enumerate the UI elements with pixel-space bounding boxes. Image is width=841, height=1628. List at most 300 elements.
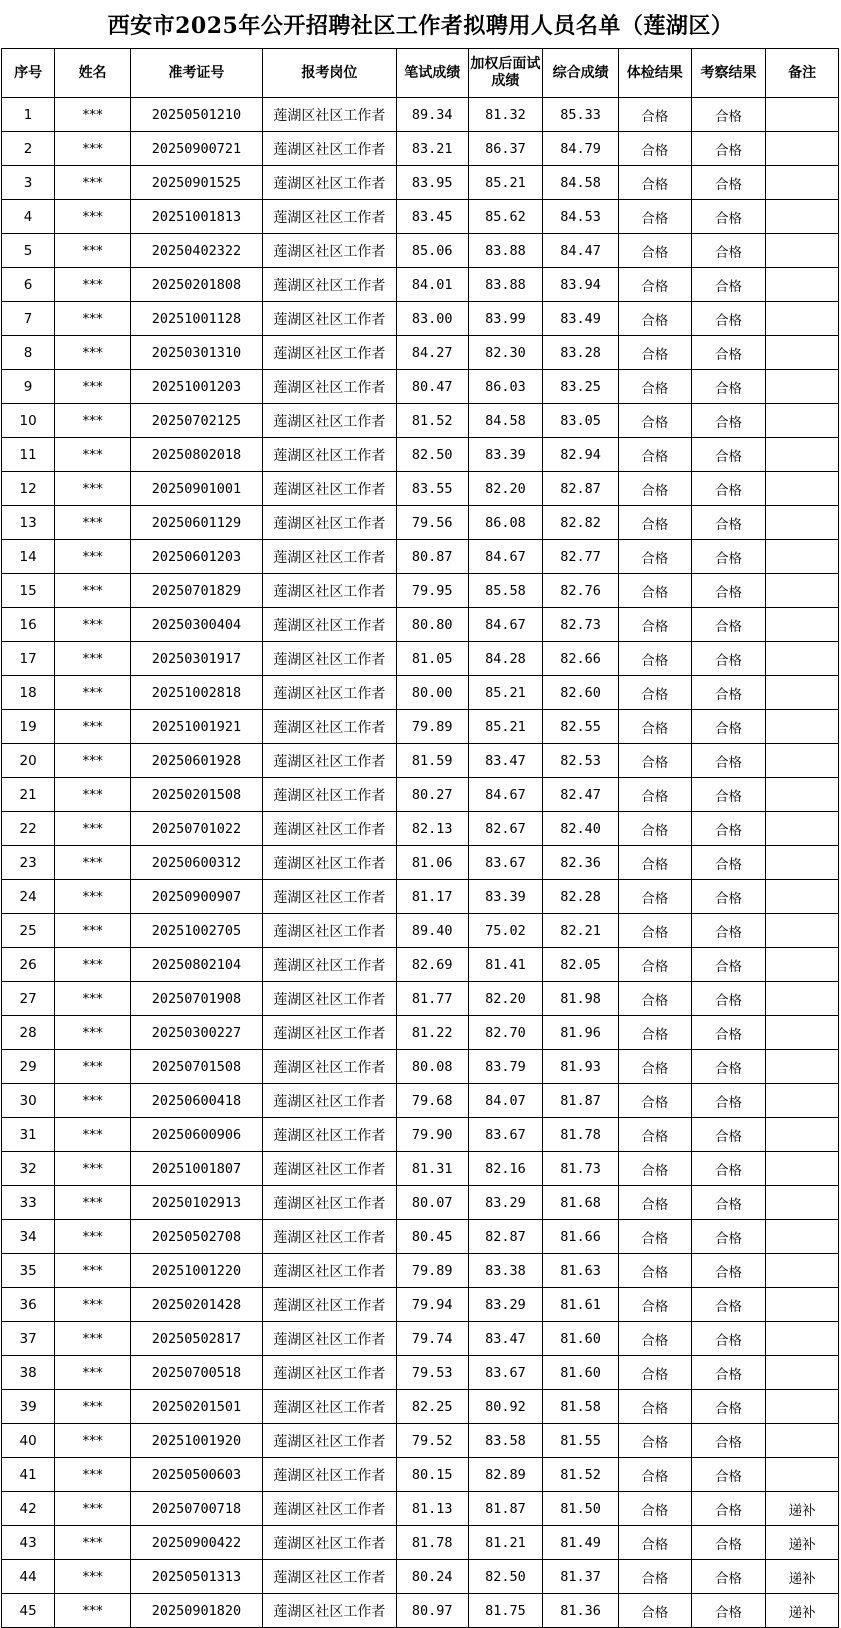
cell-position: 莲湖区社区工作者 <box>262 676 396 710</box>
cell-remarks <box>766 1050 839 1084</box>
cell-written-score: 79.89 <box>396 1254 468 1288</box>
table-row <box>2 1186 839 1220</box>
cell-physical-result: 合格 <box>618 1186 691 1220</box>
cell-inspection-result: 合格 <box>691 676 766 710</box>
cell-written-score: 84.27 <box>396 336 468 370</box>
cell-written-score: 81.77 <box>396 982 468 1016</box>
header-remarks: 备注 <box>766 49 839 98</box>
cell-name: *** <box>55 1254 131 1288</box>
cell-written-score: 80.80 <box>396 608 468 642</box>
cell-total-score: 82.82 <box>543 506 619 540</box>
cell-remarks <box>766 234 839 268</box>
cell-total-score: 81.63 <box>543 1254 619 1288</box>
cell-name: *** <box>55 1118 131 1152</box>
cell-total-score: 83.94 <box>543 268 619 302</box>
table-row <box>2 948 839 982</box>
cell-remarks <box>766 98 839 132</box>
cell-index: 21 <box>2 778 55 812</box>
cell-exam-id: 20250700718 <box>130 1492 262 1526</box>
cell-total-score: 81.50 <box>543 1492 619 1526</box>
cell-remarks <box>766 1118 839 1152</box>
cell-index: 25 <box>2 914 55 948</box>
cell-position: 莲湖区社区工作者 <box>262 1118 396 1152</box>
cell-name: *** <box>55 268 131 302</box>
cell-interview-score: 83.88 <box>468 234 543 268</box>
cell-exam-id: 20251001921 <box>130 710 262 744</box>
cell-position: 莲湖区社区工作者 <box>262 1390 396 1424</box>
cell-index: 33 <box>2 1186 55 1220</box>
cell-written-score: 81.05 <box>396 642 468 676</box>
table-row <box>2 336 839 370</box>
cell-position: 莲湖区社区工作者 <box>262 948 396 982</box>
cell-position: 莲湖区社区工作者 <box>262 1152 396 1186</box>
cell-exam-id: 20251001203 <box>130 370 262 404</box>
cell-total-score: 84.53 <box>543 200 619 234</box>
cell-remarks <box>766 1424 839 1458</box>
cell-inspection-result: 合格 <box>691 302 766 336</box>
cell-exam-id: 20251002705 <box>130 914 262 948</box>
cell-interview-score: 83.67 <box>468 1118 543 1152</box>
cell-index: 26 <box>2 948 55 982</box>
cell-physical-result: 合格 <box>618 540 691 574</box>
cell-name: *** <box>55 1492 131 1526</box>
table-row <box>2 1560 839 1594</box>
cell-remarks <box>766 1016 839 1050</box>
cell-remarks <box>766 1356 839 1390</box>
cell-inspection-result: 合格 <box>691 1322 766 1356</box>
cell-index: 32 <box>2 1152 55 1186</box>
cell-written-score: 79.90 <box>396 1118 468 1152</box>
cell-physical-result: 合格 <box>618 1288 691 1322</box>
cell-position: 莲湖区社区工作者 <box>262 982 396 1016</box>
cell-written-score: 79.52 <box>396 1424 468 1458</box>
cell-physical-result: 合格 <box>618 676 691 710</box>
cell-position: 莲湖区社区工作者 <box>262 166 396 200</box>
cell-name: *** <box>55 812 131 846</box>
cell-interview-score: 84.58 <box>468 404 543 438</box>
cell-index: 4 <box>2 200 55 234</box>
cell-physical-result: 合格 <box>618 982 691 1016</box>
cell-inspection-result: 合格 <box>691 1390 766 1424</box>
table-row <box>2 98 839 132</box>
cell-written-score: 79.53 <box>396 1356 468 1390</box>
cell-index: 13 <box>2 506 55 540</box>
cell-remarks <box>766 846 839 880</box>
cell-interview-score: 83.58 <box>468 1424 543 1458</box>
cell-interview-score: 83.39 <box>468 438 543 472</box>
cell-total-score: 81.58 <box>543 1390 619 1424</box>
cell-total-score: 82.55 <box>543 710 619 744</box>
cell-interview-score: 83.47 <box>468 1322 543 1356</box>
cell-position: 莲湖区社区工作者 <box>262 1016 396 1050</box>
cell-index: 1 <box>2 98 55 132</box>
cell-exam-id: 20250301310 <box>130 336 262 370</box>
cell-physical-result: 合格 <box>618 948 691 982</box>
cell-inspection-result: 合格 <box>691 1594 766 1628</box>
cell-exam-id: 20250201808 <box>130 268 262 302</box>
cell-interview-score: 82.70 <box>468 1016 543 1050</box>
cell-exam-id: 20250402322 <box>130 234 262 268</box>
cell-exam-id: 20250701908 <box>130 982 262 1016</box>
cell-written-score: 82.25 <box>396 1390 468 1424</box>
cell-interview-score: 85.21 <box>468 710 543 744</box>
cell-physical-result: 合格 <box>618 370 691 404</box>
table-row <box>2 132 839 166</box>
cell-interview-score: 84.07 <box>468 1084 543 1118</box>
cell-remarks <box>766 438 839 472</box>
cell-physical-result: 合格 <box>618 846 691 880</box>
table-row <box>2 676 839 710</box>
cell-inspection-result: 合格 <box>691 438 766 472</box>
cell-name: *** <box>55 302 131 336</box>
cell-inspection-result: 合格 <box>691 778 766 812</box>
cell-total-score: 82.60 <box>543 676 619 710</box>
cell-inspection-result: 合格 <box>691 1526 766 1560</box>
cell-written-score: 80.27 <box>396 778 468 812</box>
table-row <box>2 1526 839 1560</box>
cell-index: 19 <box>2 710 55 744</box>
cell-name: *** <box>55 982 131 1016</box>
table-row <box>2 302 839 336</box>
cell-position: 莲湖区社区工作者 <box>262 132 396 166</box>
table-row <box>2 846 839 880</box>
cell-index: 36 <box>2 1288 55 1322</box>
cell-inspection-result: 合格 <box>691 744 766 778</box>
cell-inspection-result: 合格 <box>691 1288 766 1322</box>
cell-interview-score: 82.50 <box>468 1560 543 1594</box>
cell-remarks <box>766 982 839 1016</box>
cell-name: *** <box>55 438 131 472</box>
cell-total-score: 81.68 <box>543 1186 619 1220</box>
cell-interview-score: 82.67 <box>468 812 543 846</box>
cell-inspection-result: 合格 <box>691 710 766 744</box>
cell-exam-id: 20250600312 <box>130 846 262 880</box>
table-header-row <box>2 49 839 98</box>
cell-position: 莲湖区社区工作者 <box>262 1424 396 1458</box>
cell-remarks <box>766 302 839 336</box>
cell-total-score: 81.96 <box>543 1016 619 1050</box>
cell-inspection-result: 合格 <box>691 268 766 302</box>
cell-interview-score: 81.75 <box>468 1594 543 1628</box>
cell-inspection-result: 合格 <box>691 472 766 506</box>
cell-inspection-result: 合格 <box>691 370 766 404</box>
cell-written-score: 81.52 <box>396 404 468 438</box>
cell-exam-id: 20250901001 <box>130 472 262 506</box>
cell-index: 17 <box>2 642 55 676</box>
cell-remarks <box>766 710 839 744</box>
cell-written-score: 79.74 <box>396 1322 468 1356</box>
cell-position: 莲湖区社区工作者 <box>262 404 396 438</box>
table-row <box>2 200 839 234</box>
cell-inspection-result: 合格 <box>691 948 766 982</box>
cell-written-score: 79.94 <box>396 1288 468 1322</box>
cell-remarks <box>766 472 839 506</box>
cell-name: *** <box>55 778 131 812</box>
cell-position: 莲湖区社区工作者 <box>262 234 396 268</box>
cell-total-score: 83.28 <box>543 336 619 370</box>
cell-interview-score: 82.87 <box>468 1220 543 1254</box>
cell-remarks <box>766 1390 839 1424</box>
cell-index: 45 <box>2 1594 55 1628</box>
cell-name: *** <box>55 1424 131 1458</box>
cell-remarks <box>766 1152 839 1186</box>
table-row <box>2 710 839 744</box>
table-row <box>2 1390 839 1424</box>
cell-name: *** <box>55 1560 131 1594</box>
cell-exam-id: 20251002818 <box>130 676 262 710</box>
cell-index: 12 <box>2 472 55 506</box>
cell-inspection-result: 合格 <box>691 166 766 200</box>
cell-written-score: 83.95 <box>396 166 468 200</box>
cell-name: *** <box>55 676 131 710</box>
cell-position: 莲湖区社区工作者 <box>262 744 396 778</box>
header-interview-score: 加权后面试成绩 <box>468 49 543 98</box>
cell-exam-id: 20250201508 <box>130 778 262 812</box>
cell-name: *** <box>55 1016 131 1050</box>
cell-exam-id: 20250901525 <box>130 166 262 200</box>
cell-name: *** <box>55 234 131 268</box>
cell-physical-result: 合格 <box>618 1492 691 1526</box>
cell-total-score: 81.37 <box>543 1560 619 1594</box>
table-row <box>2 1492 839 1526</box>
cell-position: 莲湖区社区工作者 <box>262 914 396 948</box>
cell-written-score: 81.17 <box>396 880 468 914</box>
cell-total-score: 81.61 <box>543 1288 619 1322</box>
cell-total-score: 84.58 <box>543 166 619 200</box>
cell-name: *** <box>55 1356 131 1390</box>
cell-index: 42 <box>2 1492 55 1526</box>
cell-exam-id: 20250700518 <box>130 1356 262 1390</box>
cell-remarks <box>766 404 839 438</box>
cell-physical-result: 合格 <box>618 608 691 642</box>
cell-remarks <box>766 948 839 982</box>
header-name: 姓名 <box>55 49 131 98</box>
cell-exam-id: 20251001128 <box>130 302 262 336</box>
table-row <box>2 812 839 846</box>
cell-inspection-result: 合格 <box>691 132 766 166</box>
table-row <box>2 438 839 472</box>
cell-position: 莲湖区社区工作者 <box>262 1254 396 1288</box>
cell-exam-id: 20251001220 <box>130 1254 262 1288</box>
cell-remarks <box>766 880 839 914</box>
cell-written-score: 81.78 <box>396 1526 468 1560</box>
cell-remarks <box>766 1254 839 1288</box>
cell-inspection-result: 合格 <box>691 98 766 132</box>
cell-total-score: 81.52 <box>543 1458 619 1492</box>
cell-inspection-result: 合格 <box>691 1492 766 1526</box>
cell-exam-id: 20250201428 <box>130 1288 262 1322</box>
table-row <box>2 1322 839 1356</box>
cell-written-score: 82.13 <box>396 812 468 846</box>
cell-index: 7 <box>2 302 55 336</box>
cell-exam-id: 20250102913 <box>130 1186 262 1220</box>
cell-interview-score: 83.47 <box>468 744 543 778</box>
cell-remarks <box>766 914 839 948</box>
cell-index: 24 <box>2 880 55 914</box>
cell-physical-result: 合格 <box>618 1050 691 1084</box>
cell-interview-score: 83.29 <box>468 1186 543 1220</box>
cell-written-score: 81.59 <box>396 744 468 778</box>
cell-remarks <box>766 812 839 846</box>
cell-total-score: 82.77 <box>543 540 619 574</box>
cell-physical-result: 合格 <box>618 914 691 948</box>
table-row <box>2 268 839 302</box>
cell-position: 莲湖区社区工作者 <box>262 880 396 914</box>
cell-inspection-result: 合格 <box>691 1050 766 1084</box>
cell-inspection-result: 合格 <box>691 1084 766 1118</box>
cell-written-score: 89.34 <box>396 98 468 132</box>
cell-physical-result: 合格 <box>618 812 691 846</box>
cell-written-score: 79.89 <box>396 710 468 744</box>
cell-interview-score: 83.38 <box>468 1254 543 1288</box>
cell-inspection-result: 合格 <box>691 812 766 846</box>
cell-position: 莲湖区社区工作者 <box>262 812 396 846</box>
cell-total-score: 82.47 <box>543 778 619 812</box>
cell-remarks <box>766 574 839 608</box>
cell-interview-score: 83.99 <box>468 302 543 336</box>
cell-name: *** <box>55 1526 131 1560</box>
cell-total-score: 82.36 <box>543 846 619 880</box>
cell-total-score: 84.47 <box>543 234 619 268</box>
personnel-table <box>1 48 839 1628</box>
table-row <box>2 1458 839 1492</box>
cell-inspection-result: 合格 <box>691 1424 766 1458</box>
cell-written-score: 79.68 <box>396 1084 468 1118</box>
cell-interview-score: 86.08 <box>468 506 543 540</box>
cell-index: 34 <box>2 1220 55 1254</box>
cell-position: 莲湖区社区工作者 <box>262 642 396 676</box>
cell-remarks <box>766 1220 839 1254</box>
cell-name: *** <box>55 1186 131 1220</box>
cell-name: *** <box>55 1084 131 1118</box>
cell-interview-score: 80.92 <box>468 1390 543 1424</box>
cell-written-score: 83.21 <box>396 132 468 166</box>
cell-exam-id: 20250502817 <box>130 1322 262 1356</box>
table-row <box>2 1050 839 1084</box>
cell-exam-id: 20251001807 <box>130 1152 262 1186</box>
cell-index: 15 <box>2 574 55 608</box>
cell-total-score: 82.53 <box>543 744 619 778</box>
cell-exam-id: 20250802104 <box>130 948 262 982</box>
cell-written-score: 81.06 <box>396 846 468 880</box>
cell-physical-result: 合格 <box>618 744 691 778</box>
cell-remarks <box>766 1186 839 1220</box>
cell-physical-result: 合格 <box>618 98 691 132</box>
cell-remarks <box>766 608 839 642</box>
cell-physical-result: 合格 <box>618 1152 691 1186</box>
cell-physical-result: 合格 <box>618 404 691 438</box>
cell-written-score: 81.31 <box>396 1152 468 1186</box>
cell-index: 27 <box>2 982 55 1016</box>
cell-remarks <box>766 1458 839 1492</box>
cell-inspection-result: 合格 <box>691 1152 766 1186</box>
cell-index: 20 <box>2 744 55 778</box>
cell-position: 莲湖区社区工作者 <box>262 540 396 574</box>
cell-interview-score: 81.21 <box>468 1526 543 1560</box>
cell-name: *** <box>55 1594 131 1628</box>
header-written-score: 笔试成绩 <box>396 49 468 98</box>
cell-written-score: 80.87 <box>396 540 468 574</box>
table-row <box>2 1288 839 1322</box>
cell-exam-id: 20250901820 <box>130 1594 262 1628</box>
cell-written-score: 80.24 <box>396 1560 468 1594</box>
cell-index: 43 <box>2 1526 55 1560</box>
cell-exam-id: 20250300404 <box>130 608 262 642</box>
cell-exam-id: 20250701829 <box>130 574 262 608</box>
cell-index: 31 <box>2 1118 55 1152</box>
table-row <box>2 880 839 914</box>
cell-position: 莲湖区社区工作者 <box>262 1560 396 1594</box>
cell-name: *** <box>55 1322 131 1356</box>
cell-index: 40 <box>2 1424 55 1458</box>
cell-name: *** <box>55 1390 131 1424</box>
cell-position: 莲湖区社区工作者 <box>262 1322 396 1356</box>
cell-position: 莲湖区社区工作者 <box>262 438 396 472</box>
cell-written-score: 79.95 <box>396 574 468 608</box>
cell-interview-score: 83.67 <box>468 846 543 880</box>
cell-index: 3 <box>2 166 55 200</box>
cell-position: 莲湖区社区工作者 <box>262 1084 396 1118</box>
cell-index: 35 <box>2 1254 55 1288</box>
cell-written-score: 82.69 <box>396 948 468 982</box>
cell-written-score: 80.15 <box>396 1458 468 1492</box>
cell-name: *** <box>55 506 131 540</box>
cell-name: *** <box>55 914 131 948</box>
cell-written-score: 84.01 <box>396 268 468 302</box>
cell-exam-id: 20250301917 <box>130 642 262 676</box>
cell-position: 莲湖区社区工作者 <box>262 846 396 880</box>
cell-name: *** <box>55 710 131 744</box>
cell-inspection-result: 合格 <box>691 608 766 642</box>
table-row <box>2 1356 839 1390</box>
cell-exam-id: 20250601203 <box>130 540 262 574</box>
cell-interview-score: 84.28 <box>468 642 543 676</box>
cell-index: 23 <box>2 846 55 880</box>
cell-inspection-result: 合格 <box>691 914 766 948</box>
header-physical-result: 体检结果 <box>618 49 691 98</box>
cell-name: *** <box>55 574 131 608</box>
cell-physical-result: 合格 <box>618 1356 691 1390</box>
cell-total-score: 81.66 <box>543 1220 619 1254</box>
cell-written-score: 83.55 <box>396 472 468 506</box>
cell-exam-id: 20250900721 <box>130 132 262 166</box>
cell-interview-score: 82.20 <box>468 982 543 1016</box>
cell-interview-score: 85.62 <box>468 200 543 234</box>
table-row <box>2 982 839 1016</box>
cell-remarks: 递补 <box>766 1594 839 1628</box>
cell-inspection-result: 合格 <box>691 1356 766 1390</box>
cell-total-score: 83.25 <box>543 370 619 404</box>
table-row <box>2 234 839 268</box>
cell-remarks <box>766 370 839 404</box>
cell-interview-score: 82.89 <box>468 1458 543 1492</box>
cell-physical-result: 合格 <box>618 472 691 506</box>
cell-name: *** <box>55 846 131 880</box>
cell-inspection-result: 合格 <box>691 1118 766 1152</box>
header-position: 报考岗位 <box>262 49 396 98</box>
cell-exam-id: 20250502708 <box>130 1220 262 1254</box>
cell-index: 18 <box>2 676 55 710</box>
cell-remarks <box>766 1322 839 1356</box>
cell-exam-id: 20250701508 <box>130 1050 262 1084</box>
cell-written-score: 81.22 <box>396 1016 468 1050</box>
cell-index: 8 <box>2 336 55 370</box>
cell-inspection-result: 合格 <box>691 880 766 914</box>
cell-interview-score: 86.03 <box>468 370 543 404</box>
cell-position: 莲湖区社区工作者 <box>262 506 396 540</box>
cell-exam-id: 20250802018 <box>130 438 262 472</box>
cell-physical-result: 合格 <box>618 1118 691 1152</box>
